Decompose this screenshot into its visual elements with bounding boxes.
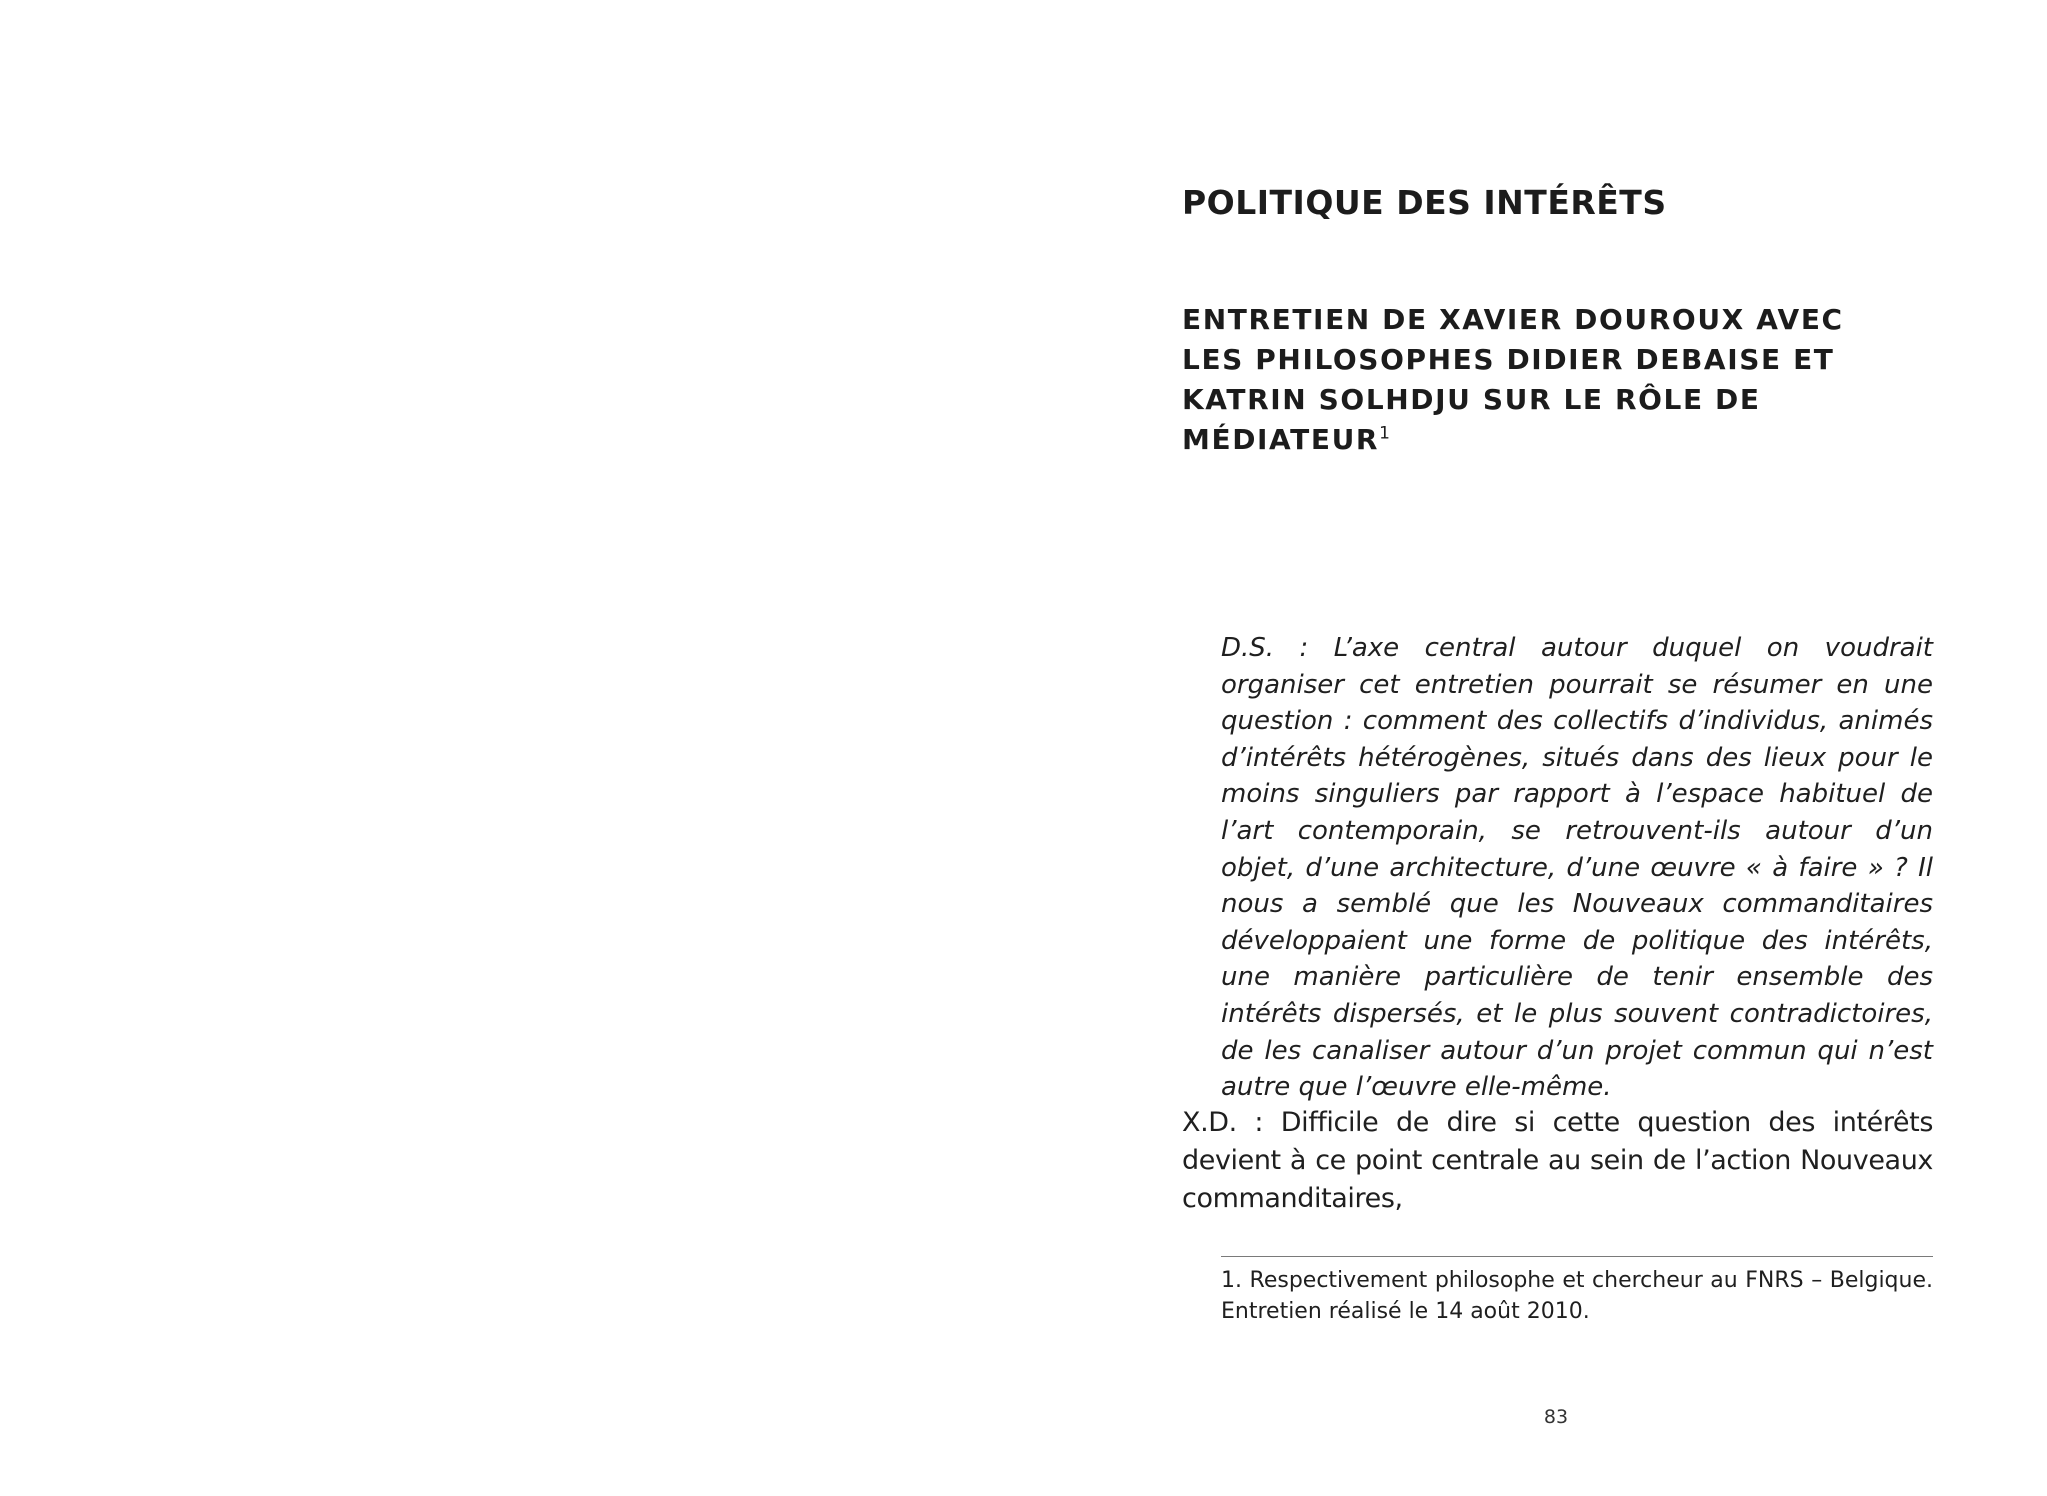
interview-answer: X.D. : Difficile de dire si cette question des intérêts devient à ce point centrale au sein de l’action Nouveaux commanditaires,: [1182, 1107, 1933, 1214]
footnote-reference: 1: [1379, 423, 1390, 444]
footnote: 1. Respectivement philosophe et chercheur au FNRS – Belgique. Entretien réalisé le 14 août 2010.: [1221, 1268, 1933, 1324]
chapter-subtitle: [1182, 300, 1902, 460]
subtitle-text: ENTRETIEN DE XAVIER DOUROUX AVEC LES PHILOSOPHES DIDIER DEBAISE ET KATRIN SOLHDJU SUR LE RÔLE DE MÉDIATEUR: [1182, 303, 1844, 456]
left-page-blank: [0, 0, 1023, 1496]
footnote-divider: [1221, 1256, 1933, 1257]
page-number: 83: [1543, 1406, 1569, 1428]
chapter-title: POLITIQUE DES INTÉRÊTS: [1182, 183, 1667, 222]
interview-question: D.S. : L’axe central autour duquel on voudrait organiser cet entretien pourrait se résumer en une question : comment des collectifs d’individus, animés d’intérêts hétérogènes, situés dans des lieux pour le moins singuliers par rapport à l’espace habituel de l’art contemporain, se retrouvent-ils autour d’un objet, d’une architecture, d’une œuvre « à faire » ? Il nous a semblé que les Nouveaux commanditaires développaient une forme de politique des intérêts, une manière particulière de tenir ensemble des intérêts dispersés, et le plus souvent contradictoires, de les canaliser autour d’un projet commun qui n’est autre que l’œuvre elle-même.: [1221, 633, 1933, 1103]
